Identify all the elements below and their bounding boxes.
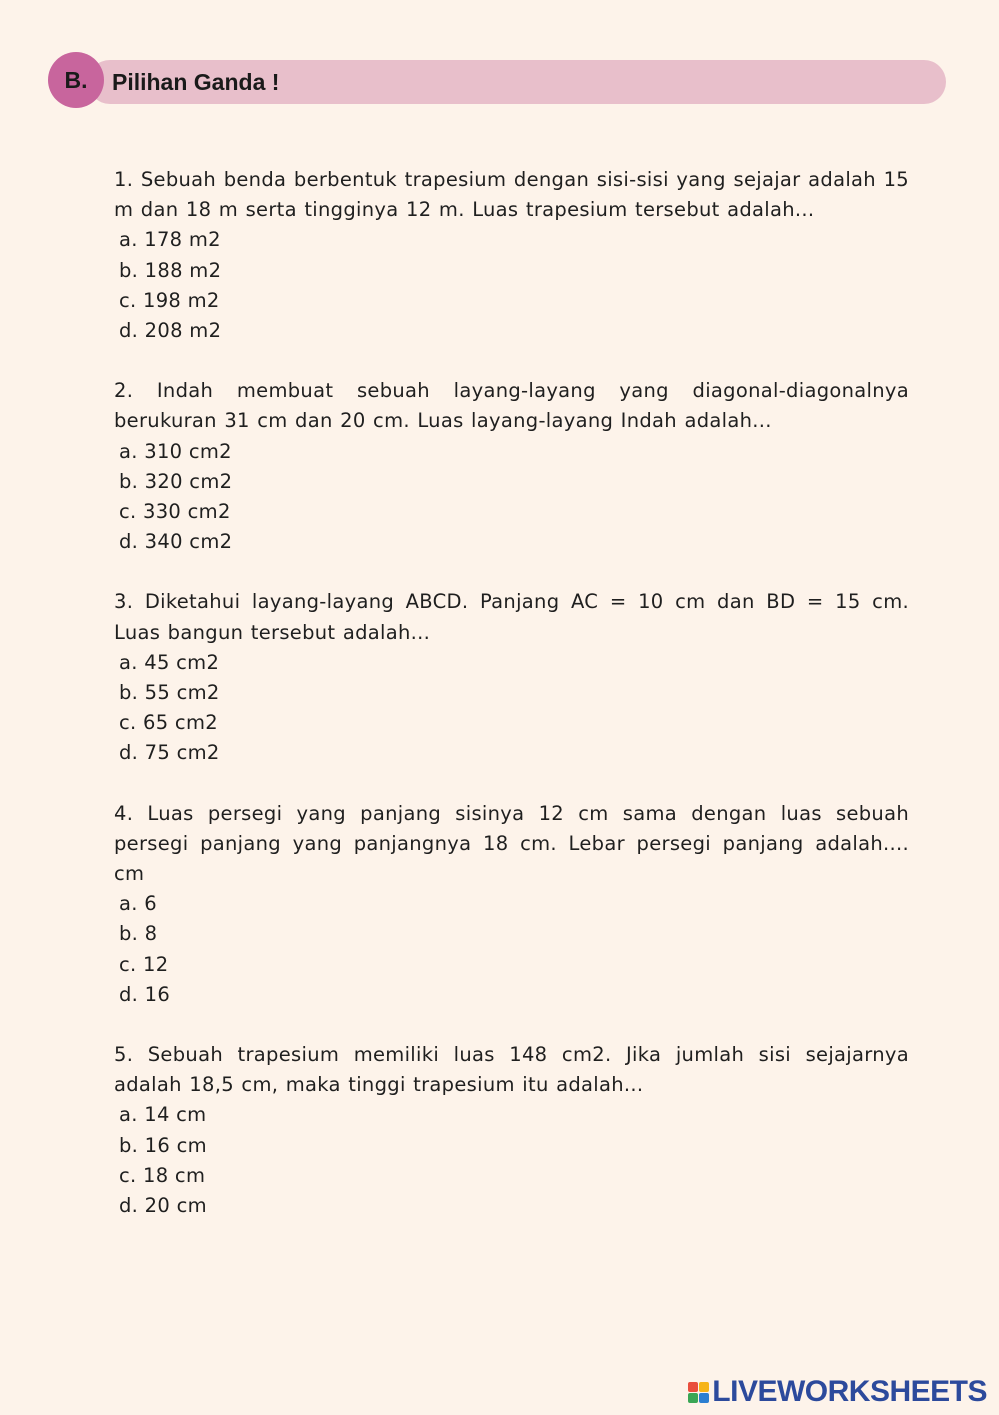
section-header bbox=[48, 52, 946, 108]
option-c[interactable]: c. 18 cm bbox=[119, 1163, 206, 1187]
option-d[interactable]: d. 75 cm2 bbox=[119, 741, 220, 765]
brand-name: LIVEWORKSHEETS bbox=[712, 1375, 987, 1408]
logo-square-blue bbox=[699, 1393, 709, 1403]
question-list bbox=[114, 165, 909, 1251]
logo-square-green bbox=[688, 1393, 698, 1403]
option-c[interactable]: c. 12 bbox=[119, 952, 169, 976]
liveworksheets-logo-icon bbox=[688, 1382, 709, 1403]
option-b[interactable]: b. 55 cm2 bbox=[119, 681, 220, 705]
option-a[interactable]: a. 14 cm bbox=[119, 1103, 207, 1127]
question-text: 1. Sebuah benda berbentuk trapesium dengan sisi-sisi yang sejajar adalah 15 m dan 18 m serta tingginya 12 m. Luas trapesium tersebut adalah... bbox=[114, 168, 909, 222]
question-2 bbox=[114, 376, 909, 557]
option-c[interactable]: c. 330 cm2 bbox=[119, 500, 231, 524]
section-label-badge: B. bbox=[48, 52, 104, 108]
option-a[interactable]: a. 45 cm2 bbox=[119, 650, 220, 674]
question-text: 2. Indah membuat sebuah layang-layang yang diagonal-diagonalnya berukuran 31 cm dan 20 cm. Luas layang-layang Indah adalah... bbox=[114, 379, 909, 433]
option-a[interactable]: a. 178 m2 bbox=[119, 228, 221, 252]
question-5 bbox=[114, 1040, 909, 1221]
option-d[interactable]: d. 16 bbox=[119, 982, 171, 1006]
section-title: Pilihan Ganda ! bbox=[112, 69, 280, 95]
option-d[interactable]: d. 20 cm bbox=[119, 1194, 207, 1218]
option-b[interactable]: b. 320 cm2 bbox=[119, 469, 233, 493]
question-1 bbox=[114, 165, 909, 346]
option-d[interactable]: d. 340 cm2 bbox=[119, 530, 233, 554]
option-b[interactable]: b. 188 m2 bbox=[119, 258, 222, 282]
option-c[interactable]: c. 65 cm2 bbox=[119, 711, 218, 735]
question-text: 5. Sebuah trapesium memiliki luas 148 cm2. Jika jumlah sisi sejajarnya adalah 18,5 cm, maka tinggi trapesium itu adalah... bbox=[114, 1043, 909, 1097]
option-b[interactable]: b. 16 cm bbox=[119, 1133, 207, 1157]
option-d[interactable]: d. 208 m2 bbox=[119, 319, 222, 343]
option-b[interactable]: b. 8 bbox=[119, 922, 158, 946]
option-a[interactable]: a. 310 cm2 bbox=[119, 439, 232, 463]
question-text: 3. Diketahui layang-layang ABCD. Panjang AC = 10 cm dan BD = 15 cm. Luas bangun tersebut adalah... bbox=[114, 590, 909, 644]
option-a[interactable]: a. 6 bbox=[119, 892, 157, 916]
question-text: 4. Luas persegi yang panjang sisinya 12 cm sama dengan luas sebuah persegi panjang yang panjangnya 18 cm. Lebar persegi panjang adalah.... cm bbox=[114, 801, 909, 886]
liveworksheets-brand[interactable] bbox=[688, 1377, 987, 1407]
question-4 bbox=[114, 799, 909, 1010]
option-c[interactable]: c. 198 m2 bbox=[119, 288, 220, 312]
logo-square-yellow bbox=[699, 1382, 709, 1392]
logo-square-red bbox=[688, 1382, 698, 1392]
question-3 bbox=[114, 587, 909, 768]
